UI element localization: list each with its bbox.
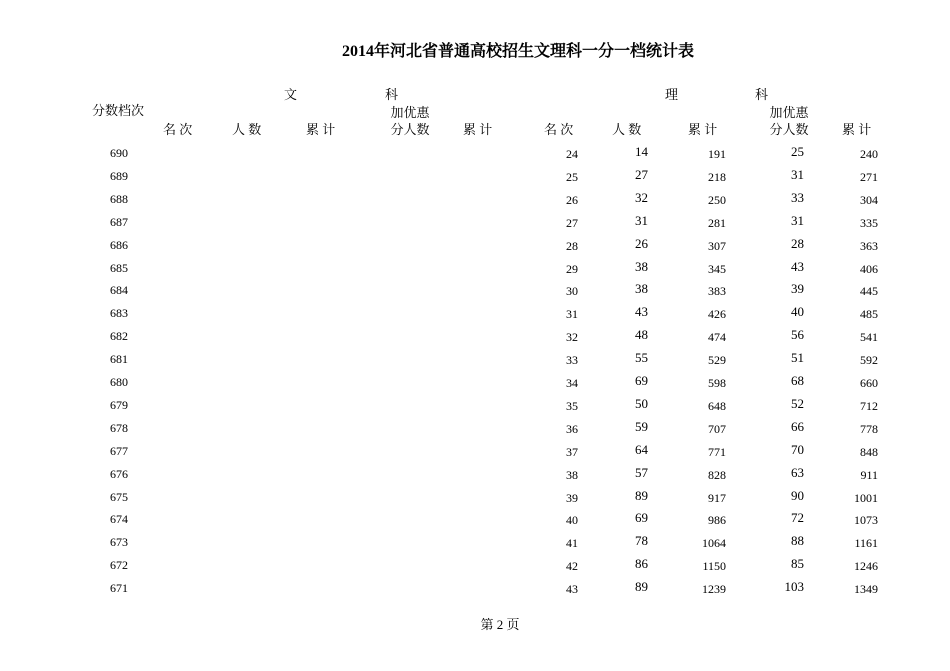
li-rank-cell: 36 bbox=[566, 421, 578, 436]
li-count-cell: 69 bbox=[635, 510, 648, 526]
li-cumulative-cell: 917 bbox=[708, 490, 726, 505]
li-bonus-count-cell: 90 bbox=[791, 487, 804, 503]
table-row bbox=[0, 213, 950, 236]
score-column-header: 分数档次 bbox=[92, 103, 145, 118]
li-bonus-count-cell: 88 bbox=[791, 533, 804, 549]
li-bonus-cumulative-cell: 712 bbox=[860, 398, 878, 413]
li-count-cell: 38 bbox=[635, 258, 648, 274]
li-bonus-count-cell: 63 bbox=[791, 464, 804, 480]
score-cell: 684 bbox=[110, 283, 128, 298]
li-bonus-count-cell: 39 bbox=[791, 281, 804, 297]
wen-group-header-2: 科 bbox=[385, 87, 399, 102]
li-count-cell: 55 bbox=[635, 350, 648, 366]
li-rank-cell: 38 bbox=[566, 467, 578, 482]
li-bonus-cumulative-cell: 1349 bbox=[854, 582, 878, 597]
li-rank-cell: 39 bbox=[566, 490, 578, 505]
wen-bonus-header bbox=[383, 104, 437, 138]
li-count-cell: 89 bbox=[635, 579, 648, 595]
li-count-cell: 26 bbox=[635, 235, 648, 251]
li-rank-cell: 31 bbox=[566, 307, 578, 322]
table-row bbox=[0, 350, 950, 373]
li-bonus-count-cell: 33 bbox=[791, 189, 804, 205]
page-title: 2014年河北省普通高校招生文理科一分一档统计表 bbox=[341, 43, 694, 60]
li-cumulative-cell: 345 bbox=[708, 261, 726, 276]
score-cell: 683 bbox=[110, 306, 128, 321]
wen-bonus-cumulative-header: 累 计 bbox=[463, 122, 493, 137]
li-rank-cell: 29 bbox=[566, 261, 578, 276]
li-bonus-cumulative-cell: 660 bbox=[860, 376, 878, 390]
li-rank-cell: 27 bbox=[566, 215, 578, 230]
li-rank-cell: 25 bbox=[566, 169, 578, 184]
li-bonus-count-cell: 85 bbox=[791, 556, 804, 572]
li-bonus-cumulative-cell: 335 bbox=[860, 215, 878, 230]
score-cell: 686 bbox=[110, 237, 128, 252]
li-cumulative-cell: 383 bbox=[708, 284, 726, 299]
li-cumulative-header: 累 计 bbox=[688, 122, 718, 137]
wen-group-header-1: 文 bbox=[284, 87, 298, 102]
li-rank-cell: 33 bbox=[566, 353, 578, 368]
page-number: 第 2 页 bbox=[480, 617, 520, 632]
li-bonus-cumulative-cell: 271 bbox=[860, 169, 878, 184]
li-bonus-count-cell: 31 bbox=[791, 212, 804, 228]
score-cell: 675 bbox=[110, 489, 128, 504]
li-cumulative-cell: 529 bbox=[708, 353, 726, 368]
li-count-cell: 14 bbox=[635, 144, 648, 159]
li-bonus-cumulative-cell: 592 bbox=[860, 353, 878, 368]
table-row bbox=[0, 144, 950, 167]
score-cell: 685 bbox=[110, 260, 128, 275]
li-bonus-cumulative-cell: 778 bbox=[860, 421, 878, 436]
wen-rank-header: 名 次 bbox=[163, 122, 193, 137]
wen-bonus-header-line1: 加优惠 bbox=[390, 105, 430, 120]
table-row bbox=[0, 419, 950, 442]
score-cell: 674 bbox=[110, 512, 128, 527]
li-bonus-cumulative-cell: 848 bbox=[860, 444, 878, 459]
score-cell: 682 bbox=[110, 329, 128, 344]
li-bonus-count-cell: 68 bbox=[791, 373, 804, 388]
li-bonus-cumulative-cell: 485 bbox=[860, 307, 878, 322]
li-bonus-cumulative-header: 累 计 bbox=[842, 122, 872, 137]
score-cell: 680 bbox=[110, 375, 128, 389]
li-bonus-count-cell: 40 bbox=[791, 304, 804, 320]
table-row bbox=[0, 442, 950, 465]
li-rank-cell: 43 bbox=[566, 582, 578, 597]
li-count-cell: 78 bbox=[635, 533, 648, 549]
li-rank-cell: 40 bbox=[566, 513, 578, 528]
li-cumulative-cell: 307 bbox=[708, 238, 726, 253]
table-row bbox=[0, 373, 950, 396]
table-row bbox=[0, 510, 950, 533]
li-count-cell: 89 bbox=[635, 487, 648, 503]
wen-cumulative-header: 累 计 bbox=[306, 122, 336, 137]
table-row bbox=[0, 533, 950, 556]
li-cumulative-cell: 648 bbox=[708, 398, 726, 413]
table-row bbox=[0, 190, 950, 213]
table-row bbox=[0, 236, 950, 259]
li-rank-cell: 35 bbox=[566, 398, 578, 413]
li-cumulative-cell: 191 bbox=[708, 147, 726, 161]
li-cumulative-cell: 1150 bbox=[702, 559, 726, 574]
li-bonus-count-cell: 31 bbox=[791, 166, 804, 182]
li-bonus-cumulative-cell: 1001 bbox=[854, 490, 878, 505]
li-count-cell: 38 bbox=[635, 281, 648, 297]
li-rank-cell: 34 bbox=[566, 376, 578, 390]
li-bonus-cumulative-cell: 240 bbox=[860, 147, 878, 161]
li-count-cell: 86 bbox=[635, 556, 648, 572]
li-count-cell: 31 bbox=[635, 212, 648, 228]
score-cell: 687 bbox=[110, 214, 128, 229]
li-group-header-1: 理 bbox=[665, 87, 679, 102]
li-bonus-count-cell: 43 bbox=[791, 258, 804, 274]
li-count-cell: 57 bbox=[635, 464, 648, 480]
li-bonus-cumulative-cell: 541 bbox=[860, 330, 878, 345]
li-rank-cell: 30 bbox=[566, 284, 578, 299]
li-bonus-count-cell: 28 bbox=[791, 235, 804, 251]
score-cell: 672 bbox=[110, 558, 128, 573]
li-bonus-header bbox=[762, 104, 816, 138]
li-bonus-header-line2: 分人数 bbox=[769, 122, 809, 137]
li-count-cell: 32 bbox=[635, 189, 648, 205]
table-row bbox=[0, 167, 950, 190]
li-cumulative-cell: 250 bbox=[708, 192, 726, 207]
score-cell: 679 bbox=[110, 397, 128, 412]
li-cumulative-cell: 426 bbox=[708, 307, 726, 322]
li-bonus-cumulative-cell: 911 bbox=[860, 467, 878, 482]
score-cell: 677 bbox=[110, 443, 128, 458]
wen-bonus-header-line2: 分人数 bbox=[390, 122, 430, 137]
score-cell: 688 bbox=[110, 191, 128, 206]
li-count-header: 人 数 bbox=[612, 122, 642, 137]
li-bonus-cumulative-cell: 406 bbox=[860, 261, 878, 276]
li-bonus-count-cell: 51 bbox=[791, 350, 804, 366]
li-cumulative-cell: 828 bbox=[708, 467, 726, 482]
li-bonus-cumulative-cell: 445 bbox=[860, 284, 878, 299]
li-cumulative-cell: 986 bbox=[708, 513, 726, 528]
score-cell: 671 bbox=[110, 581, 128, 596]
li-bonus-count-cell: 70 bbox=[791, 441, 804, 457]
li-rank-header: 名 次 bbox=[544, 122, 574, 137]
li-bonus-cumulative-cell: 1161 bbox=[854, 536, 878, 551]
table-row bbox=[0, 396, 950, 419]
table-row bbox=[0, 488, 950, 511]
li-cumulative-cell: 1064 bbox=[702, 536, 726, 551]
li-bonus-count-cell: 52 bbox=[791, 395, 804, 411]
score-cell: 690 bbox=[110, 146, 128, 160]
table-row bbox=[0, 304, 950, 327]
li-bonus-cumulative-cell: 1073 bbox=[854, 513, 878, 528]
li-rank-cell: 28 bbox=[566, 238, 578, 253]
table-row bbox=[0, 281, 950, 304]
table-row bbox=[0, 579, 950, 602]
table-row bbox=[0, 259, 950, 282]
li-count-cell: 43 bbox=[635, 304, 648, 320]
li-count-cell: 27 bbox=[635, 166, 648, 182]
li-bonus-count-cell: 25 bbox=[791, 144, 804, 159]
li-bonus-cumulative-cell: 304 bbox=[860, 192, 878, 207]
li-count-cell: 50 bbox=[635, 395, 648, 411]
li-count-cell: 69 bbox=[635, 373, 648, 388]
li-cumulative-cell: 281 bbox=[708, 215, 726, 230]
li-bonus-header-line1: 加优惠 bbox=[769, 105, 809, 120]
li-bonus-cumulative-cell: 363 bbox=[860, 238, 878, 253]
li-bonus-count-cell: 72 bbox=[791, 510, 804, 526]
li-rank-cell: 26 bbox=[566, 192, 578, 207]
li-cumulative-cell: 707 bbox=[708, 421, 726, 436]
score-cell: 676 bbox=[110, 466, 128, 481]
li-group-header-2: 科 bbox=[755, 87, 769, 102]
table-row bbox=[0, 465, 950, 488]
score-cell: 681 bbox=[110, 352, 128, 367]
li-rank-cell: 37 bbox=[566, 444, 578, 459]
li-cumulative-cell: 598 bbox=[708, 376, 726, 390]
wen-count-header: 人 数 bbox=[232, 122, 262, 137]
li-count-cell: 59 bbox=[635, 418, 648, 434]
score-cell: 689 bbox=[110, 168, 128, 183]
li-rank-cell: 42 bbox=[566, 559, 578, 574]
table-row bbox=[0, 327, 950, 350]
li-count-cell: 64 bbox=[635, 441, 648, 457]
li-rank-cell: 32 bbox=[566, 330, 578, 345]
li-rank-cell: 24 bbox=[566, 147, 578, 161]
score-cell: 678 bbox=[110, 420, 128, 435]
li-bonus-count-cell: 66 bbox=[791, 418, 804, 434]
li-cumulative-cell: 771 bbox=[708, 444, 726, 459]
li-bonus-count-cell: 103 bbox=[784, 579, 804, 595]
li-bonus-cumulative-cell: 1246 bbox=[854, 559, 878, 574]
score-cell: 673 bbox=[110, 535, 128, 550]
li-cumulative-cell: 218 bbox=[708, 169, 726, 184]
li-cumulative-cell: 1239 bbox=[702, 582, 726, 597]
li-cumulative-cell: 474 bbox=[708, 330, 726, 345]
li-bonus-count-cell: 56 bbox=[791, 327, 804, 343]
li-rank-cell: 41 bbox=[566, 536, 578, 551]
table-row bbox=[0, 556, 950, 579]
li-count-cell: 48 bbox=[635, 327, 648, 343]
